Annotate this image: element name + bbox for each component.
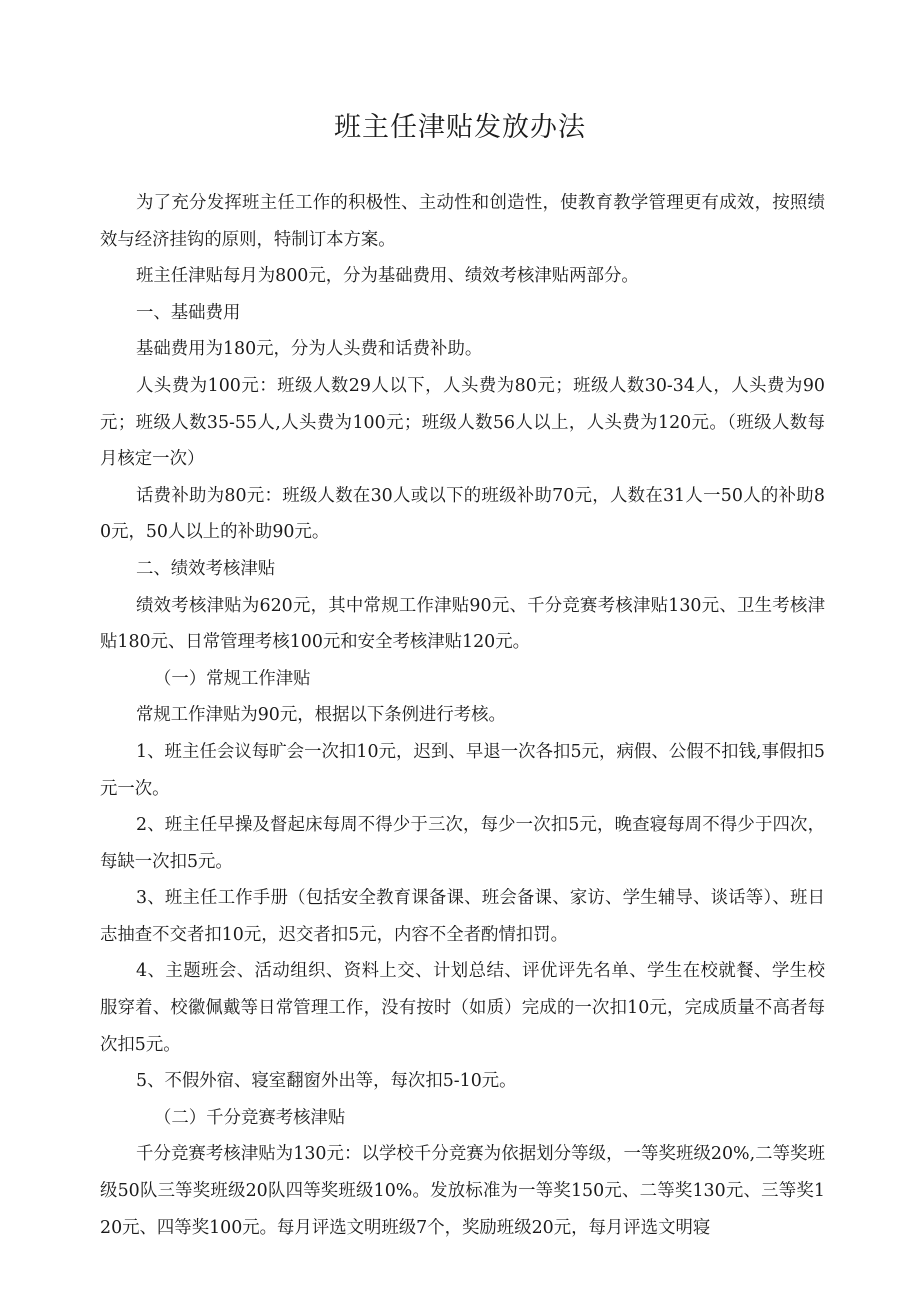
paragraph-6: 二、绩效考核津贴 (136, 558, 276, 579)
paragraph-14: 5、不假外宿、寝室翻窗外出等，每次扣5-10元。 (136, 1071, 517, 1092)
paragraph-9: 常规工作津贴为90元，根据以下条例进行考核。 (136, 705, 506, 726)
paragraph-2: 一、基础费用 (136, 302, 241, 323)
paragraph-7: 绩效考核津贴为620元，其中常规工作津贴90元、千分竞赛考核津贴130元、卫生考核津贴180元、日常管理考核100元和安全考核津贴120元。 (100, 595, 825, 653)
paragraph-10: 1、班主任会议每旷会一次扣10元，迟到、早退一次各扣5元，病假、公假不扣钱,事假扣5元一次。 (100, 741, 825, 799)
paragraph-13: 4、主题班会、活动组织、资料上交、计划总结、评优评先名单、学生在校就餐、学生校服穿着、校徽佩戴等日常管理工作，没有按时（如质）完成的一次扣10元，完成质量不高者每次扣5元。 (100, 961, 825, 1055)
paragraph-16: 千分竞赛考核津贴为130元：以学校千分竞赛为依据划分等级，一等奖班级20%,二等奖班级50队三等奖班级20队四等奖班级10%。发放标准为一等奖150元、二等奖130元、三等奖120元、四等奖100元。每月评选文明班级7个，奖励班级20元，每月评选文明寝 (100, 1144, 825, 1238)
document-title: 班主任津贴发放办法 (334, 112, 586, 143)
document-body (100, 185, 825, 1246)
paragraph-8: （一）常规工作津贴 (154, 668, 311, 689)
paragraph-11: 2、班主任早操及督起床每周不得少于三次，每少一次扣5元，晚查寝每周不得少于四次，每缺一次扣5元。 (100, 815, 825, 872)
paragraph-5: 话费补助为80元：班级人数在30人或以下的班级补助70元，人数在31人一50人的补助80元，50人以上的补助90元。 (100, 485, 825, 543)
paragraph-0: 为了充分发挥班主任工作的积极性、主动性和创造性，使教育教学管理更有成效，按照绩效与经济挂钩的原则，特制订本方案。 (100, 193, 825, 250)
paragraph-12: 3、班主任工作手册（包括安全教育课备课、班会备课、家访、学生辅导、谈话等）、班日志抽查不交者扣10元，迟交者扣5元，内容不全者酌情扣罚。 (100, 888, 825, 945)
paragraph-15: （二）千分竞赛考核津贴 (154, 1107, 346, 1128)
paragraph-3: 基础费用为180元，分为人头费和话费补助。 (136, 339, 483, 360)
paragraph-4: 人头费为100元：班级人数29人以下，人头费为80元；班级人数30-34人，人头费为90元；班级人数35-55人,人头费为100元；班级人数56人以上，人头费为120元。（班级人数每月核定一次） (100, 375, 825, 470)
paragraph-1: 班主任津贴每月为800元，分为基础费用、绩效考核津贴两部分。 (136, 266, 639, 287)
